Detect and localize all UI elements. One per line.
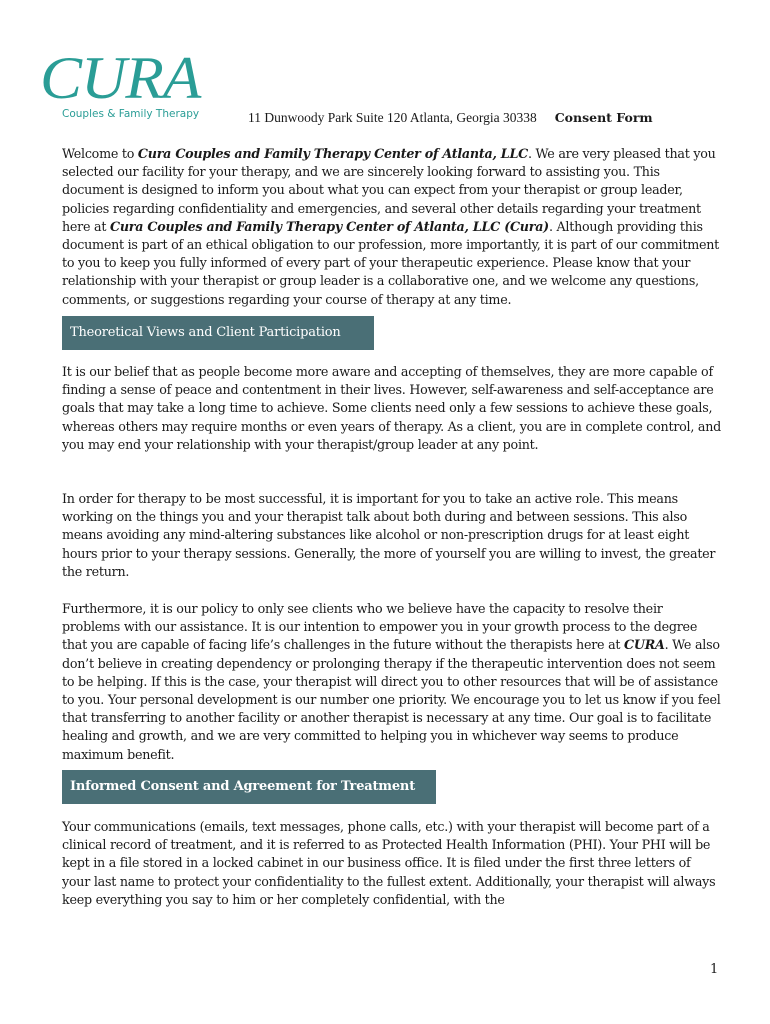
section1-paragraph-1: It is our belief that as people become more aware and accepting of themselves, they are more capable of finding a sense of peace and contentment in their lives. However, self-awareness and self-acceptance are goals that may take a long time to achieve. Some clients need only a few sessions to achieve these goals, whereas others may require months or even years of therapy. As a client, you are in complete control, and you may end your relationship with your therapist/group leader at any point.: [62, 364, 722, 452]
logo-subtitle: Couples & Family Therapy: [62, 108, 200, 120]
section1-paragraph-3: [62, 600, 722, 764]
section1-paragraph-2: In order for therapy to be most successful, it is important for you to take an active role. This means working on the things you and your therapist talk about both during and between sessions. This also means avoiding any mind-altering substances like alcohol or non-prescription drugs for at least eight hours prior to your therapy sessions. Generally, the more of yourself you are willing to invest, the greater the return.: [62, 491, 716, 579]
intro-text-3: . Although providing this document is part of an ethical obligation to our profession, more importantly, it is part of our commitment to you to keep you fully informed of every part of your therapeutic experience. Please know that your relationship with your therapist or group leader is a collaborative one, and we welcome any questions, comments, or suggestions regarding your course of therapy at any time.: [62, 218, 720, 307]
address: 11 Dunwoody Park Suite 120 Atlanta, Georgia 30338: [248, 110, 537, 125]
page-number: 1: [710, 962, 719, 977]
section1-p3-text-2: . We also don’t believe in creating dependency or prolonging therapy if the therapeutic intervention does not seem to be helping. If this is the case, your therapist will direct you to other resources that will be of assistance to you. Your personal development is our number one priority. We encourage you to let us know if you feel that transferring to another facility or another therapist is necessary at any time. Our goal is to facilitate healing and growth, and we are very committed to helping you in whichever way seems to produce maximum benefit.: [62, 637, 721, 762]
intro-company-name-full: Cura Couples and Family Therapy Center of Atlanta, LLC (Cura): [109, 218, 549, 234]
section-heading-informed-consent: Informed Consent and Agreement for Treatment: [62, 770, 436, 804]
section1-p3-text-1: Furthermore, it is our policy to only see clients who we believe have the capacity to resolve their problems with our assistance. It is our intention to empower you in your growth process to the degree that you are capable of facing life’s challenges in the future without the therapists here at: [62, 601, 698, 653]
intro-text-1: Welcome to: [62, 146, 138, 161]
intro-paragraph: [62, 145, 722, 309]
intro-text-2: . We are very pleased that you selected our facility for your therapy, and we are sincerely looking forward to assisting you. This document is designed to inform you about what you can expect from your therapist or group leader, policies regarding confidentiality and emergencies, and several other details regarding your treatment here at: [62, 146, 716, 234]
section-heading-theoretical-views: Theoretical Views and Client Participation: [62, 316, 374, 350]
cura-emphasis: CURA: [624, 637, 665, 653]
logo-wordmark: CURA: [40, 45, 201, 111]
section2-paragraph-1: Your communications (emails, text messages, phone calls, etc.) with your therapist will become part of a clinical record of treatment, and it is referred to as Protected Health Information (PHI). Your PHI will be kept in a file stored in a locked cabinet in our business office. It is filed under the first three letters of your last name to protect your confidentiality to the fullest extent. Additionally, your therapist will always keep everything you say to him or her completely confidential, with the: [62, 819, 716, 907]
header-line: [248, 110, 653, 126]
intro-company-name: Cura Couples and Family Therapy Center of Atlanta, LLC: [137, 146, 528, 161]
cura-logo: [40, 45, 230, 120]
form-title: Consent Form: [554, 110, 653, 125]
